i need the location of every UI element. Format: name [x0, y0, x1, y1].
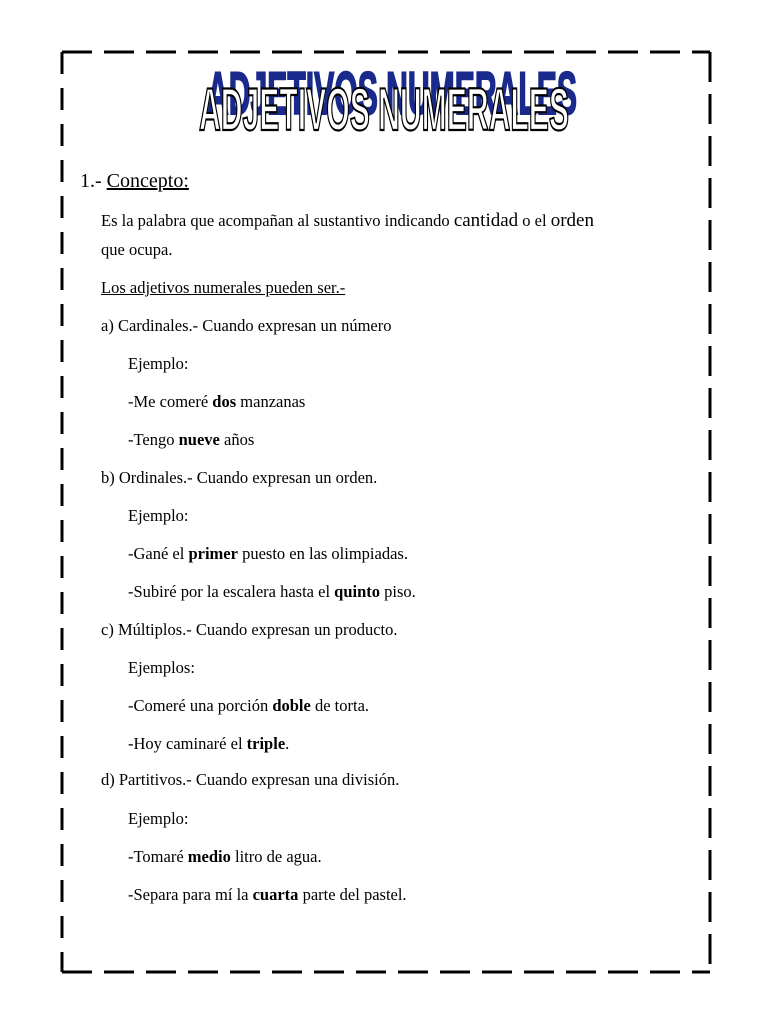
concept-line-1: Es la palabra que acompañan al sustantivo indicando cantidad o el orden — [101, 210, 594, 231]
example-line: -Me comeré dos manzanas — [128, 392, 306, 411]
word-orden: orden — [550, 210, 594, 231]
example-line: -Tengo nueve años — [128, 430, 255, 449]
example-label: Ejemplo: — [128, 354, 189, 373]
concept-line-2: que ocupa. — [101, 240, 173, 259]
example-label: Ejemplo: — [128, 506, 189, 525]
type-label: b) Ordinales.- Cuando expresan un orden. — [101, 468, 378, 487]
type-label: d) Partitivos.- Cuando expresan una división. — [101, 770, 400, 789]
types-heading: Los adjetivos numerales pueden ser.- — [101, 278, 346, 297]
section-number: 1.- — [80, 170, 102, 192]
example-line: -Hoy caminaré el triple. — [128, 734, 290, 753]
section-label: Concepto: — [106, 170, 189, 192]
example-line: -Subiré por la escalera hasta el quinto piso. — [128, 582, 416, 601]
title-text: ADJETIVOS NUMERALES — [199, 76, 569, 142]
section-heading — [80, 170, 189, 193]
example-label: Ejemplos: — [128, 658, 195, 677]
type-label: a) Cardinales.- Cuando expresan un número — [101, 316, 392, 335]
word-cantidad: cantidad — [453, 210, 519, 231]
title-shadow: ADJETIVOS NUMERALES — [207, 60, 577, 127]
example-line: -Separa para mí la cuarta parte del pastel. — [128, 885, 407, 904]
example-line: -Tomaré medio litro de agua. — [128, 847, 322, 866]
word-art-title — [188, 58, 580, 142]
example-line: -Comeré una porción doble de torta. — [128, 696, 370, 715]
example-label: Ejemplo: — [128, 809, 189, 828]
type-label: c) Múltiplos.- Cuando expresan un producto. — [101, 620, 398, 639]
example-line: -Gané el primer puesto en las olimpiadas. — [128, 544, 408, 563]
